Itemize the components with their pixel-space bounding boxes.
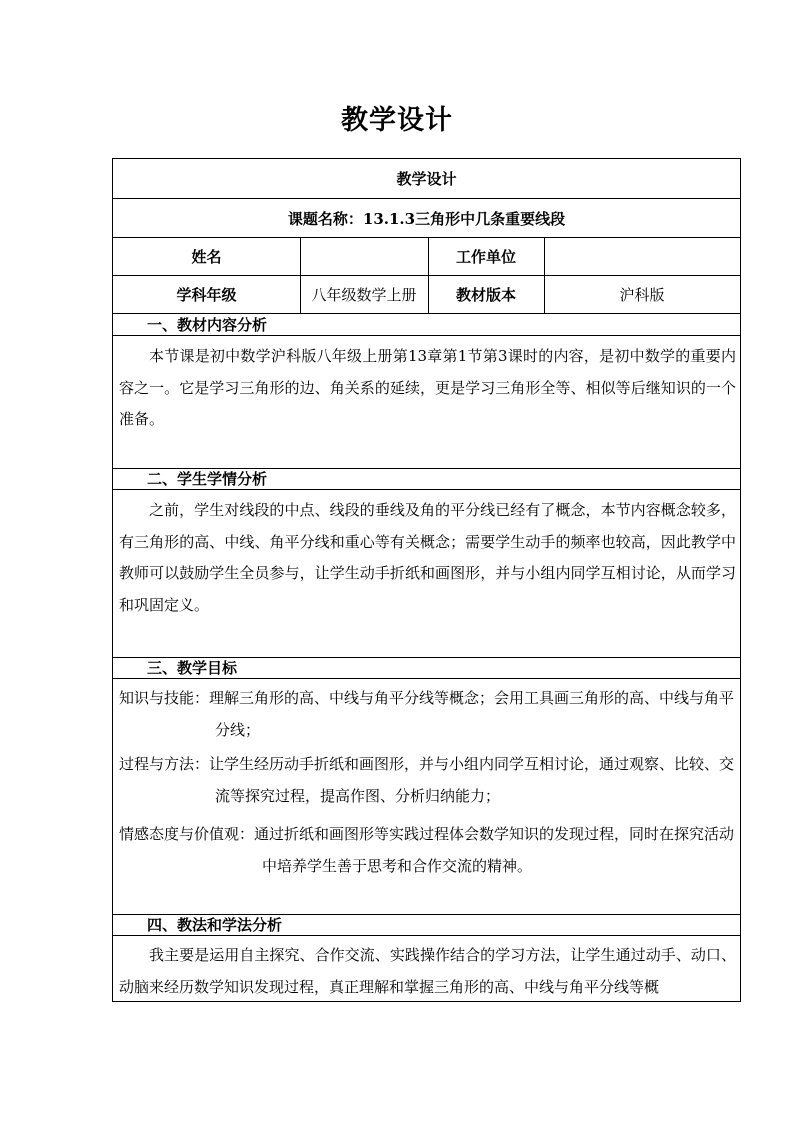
edition-label: 教材版本 bbox=[455, 286, 516, 304]
name-value bbox=[300, 238, 428, 275]
lesson-plan-table bbox=[112, 158, 741, 1002]
grade-value: 八年级数学上册 bbox=[311, 286, 417, 304]
section-2-title: 二、学生学情分析 bbox=[113, 468, 740, 490]
name-label: 姓名 bbox=[191, 248, 222, 266]
table-header-row bbox=[113, 159, 740, 199]
table-header: 教学设计 bbox=[396, 170, 457, 188]
name-row bbox=[113, 238, 740, 276]
section-2-text: 之前，学生对线段的中点、线段的垂线及角的平分线已经有了概念，本节内容概念较多，有三角形的高、中线、角平分线和重心等有关概念；需要学生动手的频率也较高，因此教学中教师可以鼓励学生全员参与，让学生动手折纸和画图形，并与小组内同学互相讨论，从而学习和巩固定义。 bbox=[119, 501, 736, 614]
section-4-text: 我主要是运用自主探究、合作交流、实践操作结合的学习方法，让学生通过动手、动口、动脑来经历数学知识发现过程，真正理解和掌握三角形的高、中线与角平分线等概 bbox=[119, 946, 736, 996]
unit-label: 工作单位 bbox=[455, 248, 516, 266]
grade-label: 学科年级 bbox=[176, 286, 237, 304]
goal-attitude: 情感态度与价值观：通过折纸和画图形等实践过程体会数学知识的发现过程，同时在探究活动中培养学生善于思考和合作交流的精神。 bbox=[119, 825, 735, 875]
section-1-text: 本节课是初中数学沪科版八年级上册第13章第1节第3课时的内容，是初中数学的重要内容之一。它是学习三角形的边、角关系的延续，更是学习三角形全等、相似等后继知识的一个准备。 bbox=[119, 347, 736, 428]
goal-knowledge: 知识与技能：理解三角形的高、中线与角平分线等概念；会用工具画三角形的高、中线与角平分线； bbox=[119, 689, 735, 739]
section-3-title: 三、教学目标 bbox=[113, 657, 740, 679]
edition-value: 沪科版 bbox=[619, 286, 665, 304]
grade-row bbox=[113, 276, 740, 314]
page-title: 教学设计 bbox=[341, 105, 453, 136]
section-1-title: 一、教材内容分析 bbox=[113, 314, 740, 336]
lesson-title-row bbox=[113, 199, 740, 238]
section-4-title: 四、教法和学法分析 bbox=[113, 914, 740, 936]
unit-value bbox=[544, 238, 740, 275]
goal-process: 过程与方法：让学生经历动手折纸和画图形，并与小组内同学互相讨论，通过观察、比较、交流等探究过程，提高作图、分析归纳能力； bbox=[119, 755, 735, 805]
lesson-title: 课题名称：13.1.3三角形中几条重要线段 bbox=[287, 209, 566, 228]
